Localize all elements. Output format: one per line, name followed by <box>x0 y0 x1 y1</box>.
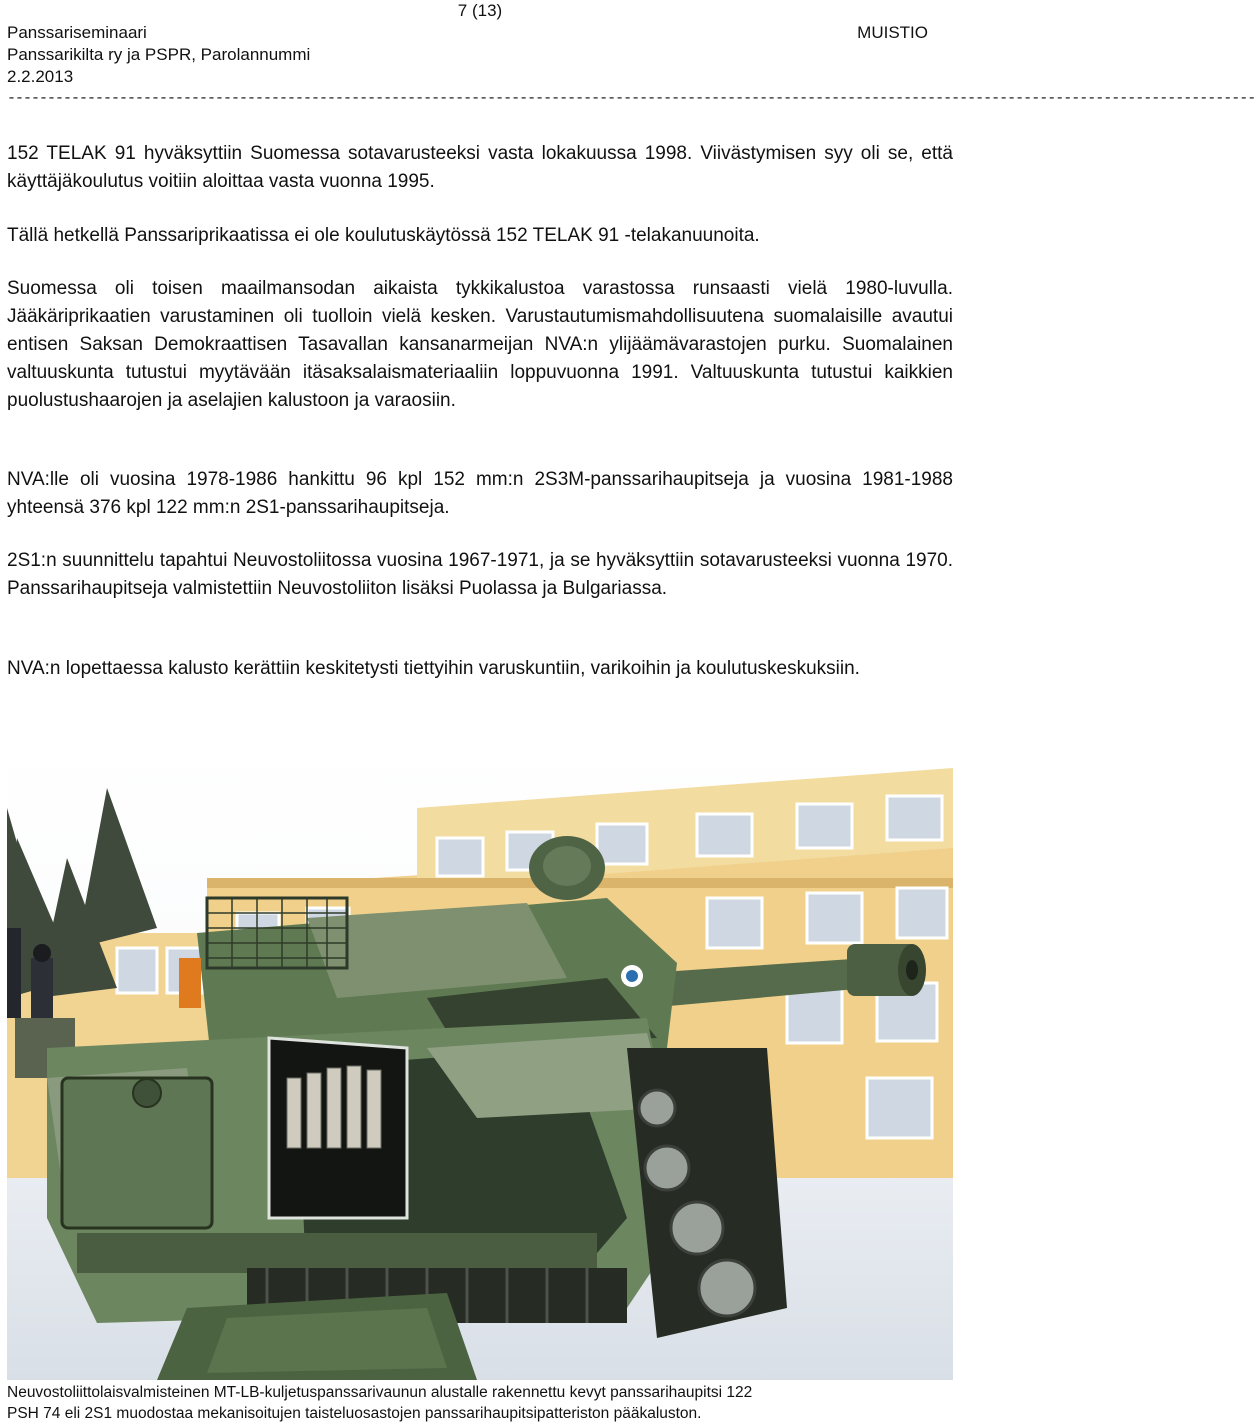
photo-caption <box>7 1382 957 1424</box>
caption-line-2: PSH 74 eli 2S1 muodostaa mekanisoitujen taisteluosastojen panssarihaupitsipatteriston pääkaluston. <box>7 1405 702 1422</box>
paragraph-5: 2S1:n suunnittelu tapahtui Neuvostoliitossa vuosina 1967-1971, ja se hyväksyttiin sotavarusteeksi vuonna 1970. Panssarihaupitseja valmistettiin Neuvostoliiton lisäksi Puolassa ja Bulgariassa. <box>7 550 953 599</box>
header-doc-type: MUISTIO <box>857 23 928 42</box>
paragraph-4: NVA:lle oli vuosina 1978-1986 hankittu 96 kpl 152 mm:n 2S3M-panssarihaupitseja ja vuosina 1981-1988 yhteensä 376 kpl 122 mm:n 2S1-panssarihaupitseja. <box>7 469 953 518</box>
header-org-line2: Panssarikilta ry ja PSPR, Parolannummi <box>7 45 311 64</box>
paragraph-6: NVA:n lopettaessa kalusto kerättiin keskitetysti tiettyihin varuskuntiin, varikoihin ja koulutuskeskuksiin. <box>7 658 860 679</box>
paragraph-3: Suomessa oli toisen maailmansodan aikaista tykkikalustoa varastossa runsaasti vielä 1980-luvulla. Jääkäriprikaatien varustaminen oli tuolloin vielä kesken. Varustautumismahdollisuutena suomalaisille avautui entisen Saksan Demokraattisen Tasavallan kansanarmeijan NVA:n ylijäämävarastojen purku. Suomalainen valtuuskunta tutustui myytävään itäsaksalaismateriaaliin loppuvuonna 1991. Valtuuskunta tutustui kaikkien puolustushaarojen ja aselajien kalustoon ja varaosiin. <box>7 278 953 411</box>
header-date: 2.2.2013 <box>7 67 74 86</box>
page-number: 7 (13) <box>457 1 503 20</box>
caption-line-1: Neuvostoliittolaisvalmisteinen MT-LB-kuljetuspanssarivaunun alustalle rakennettu kevyt panssarihaupitsi 122 <box>7 1384 753 1401</box>
paragraph-1: 152 TELAK 91 hyväksyttiin Suomessa sotavarusteeksi vasta lokakuussa 1998. Viivästymisen syy oli se, että käyttäjäkoulutus voitiin aloittaa vasta vuonna 1995. <box>7 143 953 192</box>
paragraph-2: Tällä hetkellä Panssariprikaatissa ei ole koulutuskäytössä 152 TELAK 91 -telakanuunoita. <box>7 225 760 246</box>
howitzer-illustration <box>7 748 953 1380</box>
howitzer-photo <box>7 748 953 1380</box>
header-separator: ------------------------------------------------------------------------------------------------------------------------------------------------------------ <box>7 90 1255 107</box>
header-org-line1: Panssariseminaari <box>7 23 147 42</box>
